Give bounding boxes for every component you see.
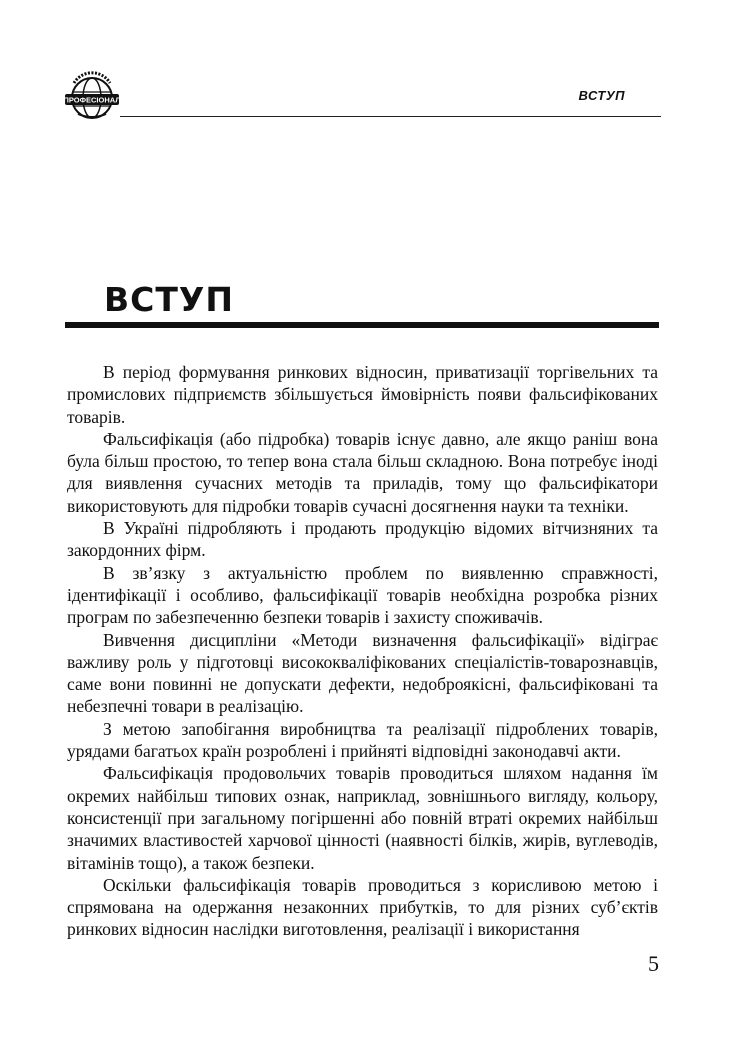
logo-text: ПРОФЕСІОНАЛ	[64, 95, 120, 105]
body-text	[67, 361, 658, 941]
header-rule	[120, 116, 661, 117]
publisher-logo	[64, 70, 120, 120]
globe-logo-icon	[64, 70, 120, 120]
title-rule	[65, 322, 659, 328]
paragraph: З метою запобігання виробництва та реалізації підроблених товарів, урядами багатьох країн розроблені і прийняті відповідні законодавчі акти.	[67, 718, 658, 762]
running-head: ВСТУП	[578, 88, 625, 103]
page-number: 5	[648, 951, 659, 976]
paragraph: В зв’язку з актуальністю проблем по виявленню справжності, ідентифікації і особливо, фальсифікації товарів необхідна розробка різних програм по забезпеченню безпеки товарів і захисту споживачів.	[67, 562, 658, 628]
paragraph: Фальсифікація (або підробка) товарів існує давно, але якщо раніш вона була більш простою, то тепер вона стала більш складною. Вона потребує іноді для виявлення сучасних методів та приладів, тому що фальсифікатори використовують для підробки товарів сучасні досягнення науки та техніки.	[67, 428, 658, 516]
paragraph: Оскільки фальсифікація товарів проводиться з корисливою метою і спрямована на одержання незаконних прибутків, то для різних суб’єктів ринкових відносин наслідки виготовлення, реалізації і використання	[67, 874, 658, 940]
chapter-title: ВСТУП	[104, 280, 234, 319]
paragraph: Фальсифікація продовольчих товарів проводиться шляхом надання їм окремих найбільш типових ознак, наприклад, зовнішнього вигляду, кольору, консистенції при загальному погіршенні або повній втраті окремих найбільш значимих властивостей харчової цінності (наявності білків, жирів, вуглеводів, вітамінів тощо), а також безпеки.	[67, 763, 658, 873]
paragraph: В Україні підробляють і продають продукцію відомих вітчизняних та закордонних фірм.	[67, 518, 658, 561]
paragraph: Вивчення дисципліни «Методи визначення фальсифікації» відіграє важливу роль у підготовці висококваліфікованих спеціалістів-товарознавців, саме вони повинні не допускати дефекти, недоброякісні, фальсифіковані та небезпечні товари в реалізацію.	[67, 629, 658, 717]
paragraph: В період формування ринкових відносин, приватизації торгівельних та промислових підприємств збільшується ймовірність появи фальсифікованих товарів.	[67, 362, 658, 427]
